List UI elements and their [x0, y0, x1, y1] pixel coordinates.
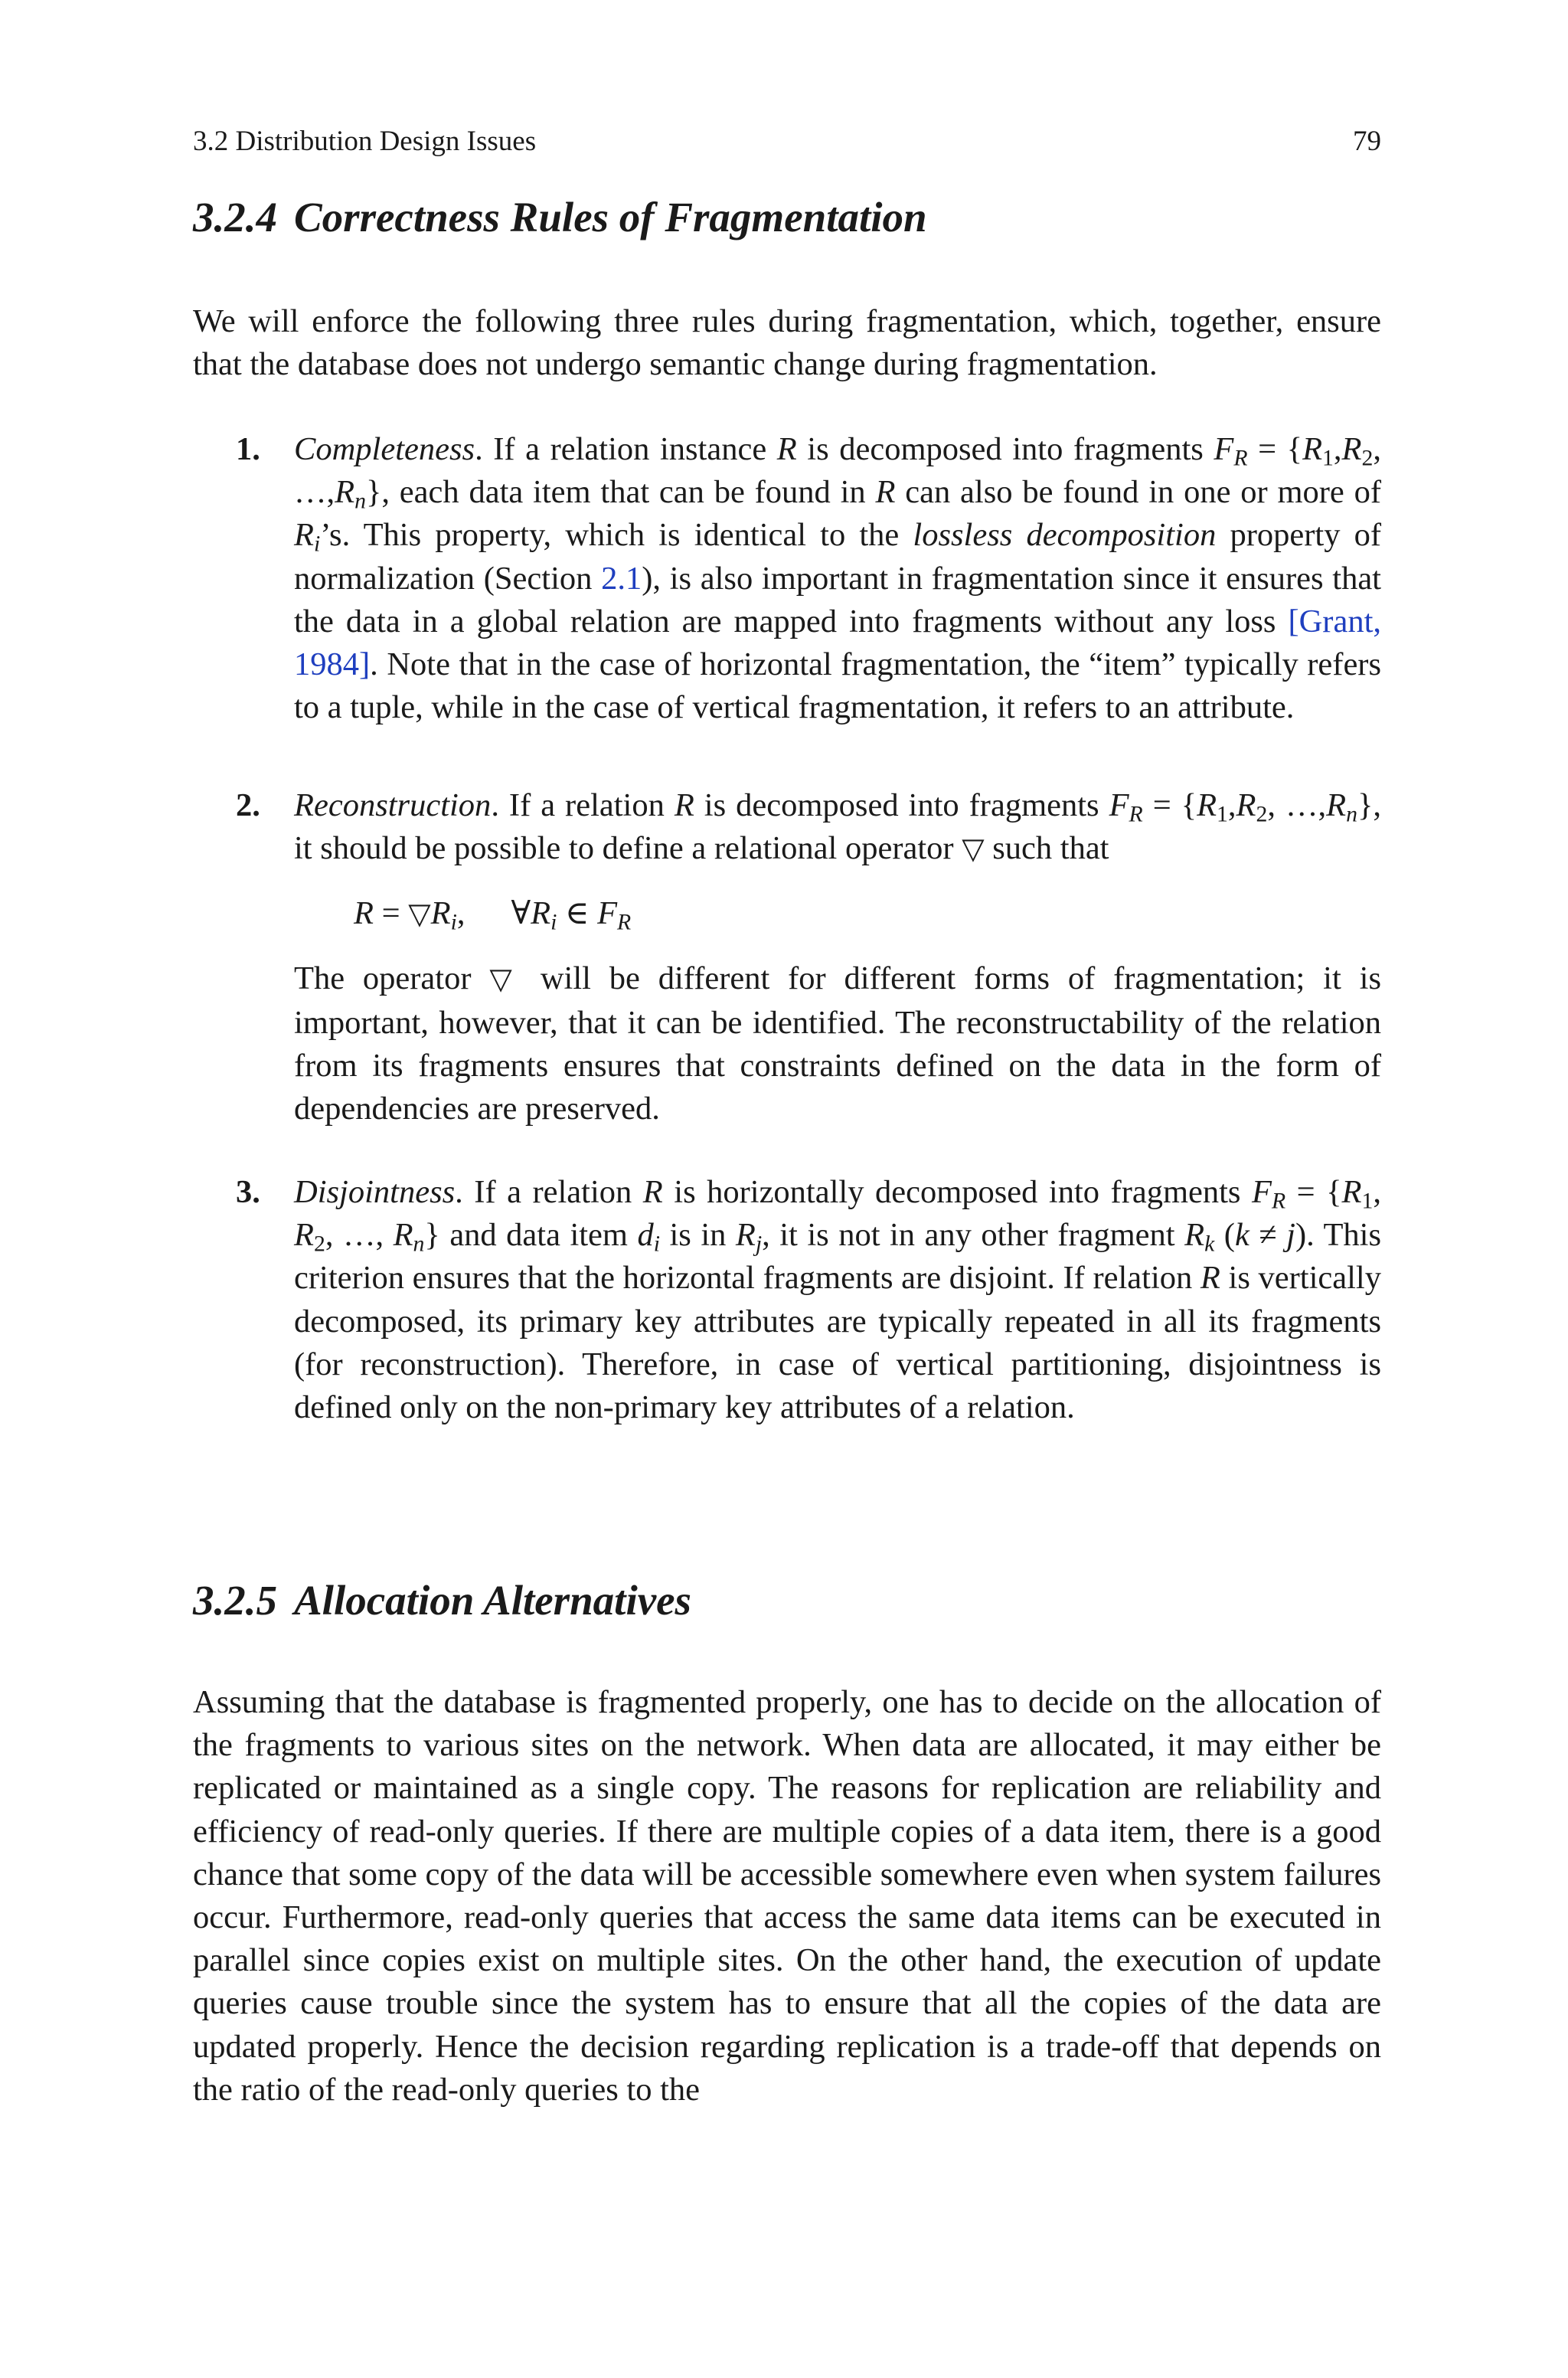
rule-reconstruction: [193, 784, 1381, 1130]
rule-completeness: [193, 428, 1381, 729]
list-marker: 2.: [236, 787, 260, 823]
running-head-section: 3.2 Distribution Design Issues: [193, 126, 537, 157]
section-title: Allocation Alternatives: [294, 1577, 691, 1624]
rule-term: Disjointness: [294, 1174, 456, 1210]
citation-link[interactable]: [Grant, 1984]: [294, 603, 1381, 683]
section-title: Correctness Rules of Fragmentation: [294, 194, 927, 240]
section-heading-325: [193, 1576, 691, 1625]
section-number: 3.2.5: [193, 1577, 277, 1624]
rule-body: Completeness. If a relation instance R is decomposed into fragments $F_R = \{R_1,R_2$, $\dots,R_n$}, each data item that can be found in R can also be found in one or more of $R_i’s$. This property, which is identical to the lossless decomposition property of normalization (Section 2.1), is also important in fragmentation since it ensures that the data in a global relation are mapped into fragments without any loss [Grant, 1984]. Note that in the case of horizontal fragmentation, the “item” typically refers to a tuple, while in the case of vertical fragmentation, it refers to an attribute.: [294, 431, 1382, 726]
list-marker: 3.: [236, 1174, 260, 1210]
section-reference-link[interactable]: 2.1: [601, 560, 642, 597]
intro-paragraph: We will enforce the following three rules during fragmentation, which, together, ensure that the database does not undergo semantic change during fragmentation.: [193, 303, 1381, 383]
rule-disjointness: [193, 1171, 1381, 1429]
rule-term: Reconstruction: [294, 787, 492, 823]
reconstruction-formula: $R = ▽R_i$, $\forall R_i$ ∈ $F_R$: [354, 895, 632, 935]
page-number: 79: [1353, 126, 1381, 157]
allocation-paragraph: Assuming that the database is fragmented properly, one has to decide on the allocation of the fragments to various sites on the network. When data are allocated, it may either be replicated or maintained as a single copy. The reasons for replication are reliability and efficiency of read-only queries. If there are multiple copies of a data item, there is a good chance that some copy of the data will be accessible somewhere even when system failures occur. Furthermore, read-only queries that access the same data items can be executed in parallel since copies exist on multiple sites. On the other hand, the execution of update queries cause trouble since the system has to ensure that all the copies of the data are updated properly. Hence the decision regarding replication is a trade-off that depends on the ratio of the read-only queries to the: [193, 1684, 1381, 2108]
section-number: 3.2.4: [193, 194, 277, 240]
rule-body: Disjointness. If a relation R is horizontally decomposed into fragments $F_R = \{R_1$, $R_2$, …, $R_n$} and data item $d_i$ is in $R_j$, it is not in any other fragment $R_k$ (k ≠ j). This criterion ensures that the horizontal fragments are disjoint. If relation R is vertically decomposed, its primary key attributes are typically repeated in all its fragments (for reconstruction). Therefore, in case of vertical partitioning, disjointness is defined only on the non-primary key attributes of a relation.: [294, 1174, 1382, 1426]
rule-term: Completeness: [294, 431, 475, 467]
section-heading-324: [193, 193, 927, 242]
rule-body: Reconstruction. If a relation R is decomposed into fragments $F_R = \{R_1,R_2$, $\dots,R_n$}, it should be possible to define a relational operator ▽ such that $R = ▽R_i$, $\forall R_i$ ∈ $F_R$ The operator ▽ will be different for different forms of fragmentation; it is important, however, that it can be identified. The reconstructability of the relation from its fragments ensures that constraints defined on the data in the form of dependencies are preserved.: [294, 787, 1381, 1127]
list-marker: 1.: [236, 431, 260, 467]
